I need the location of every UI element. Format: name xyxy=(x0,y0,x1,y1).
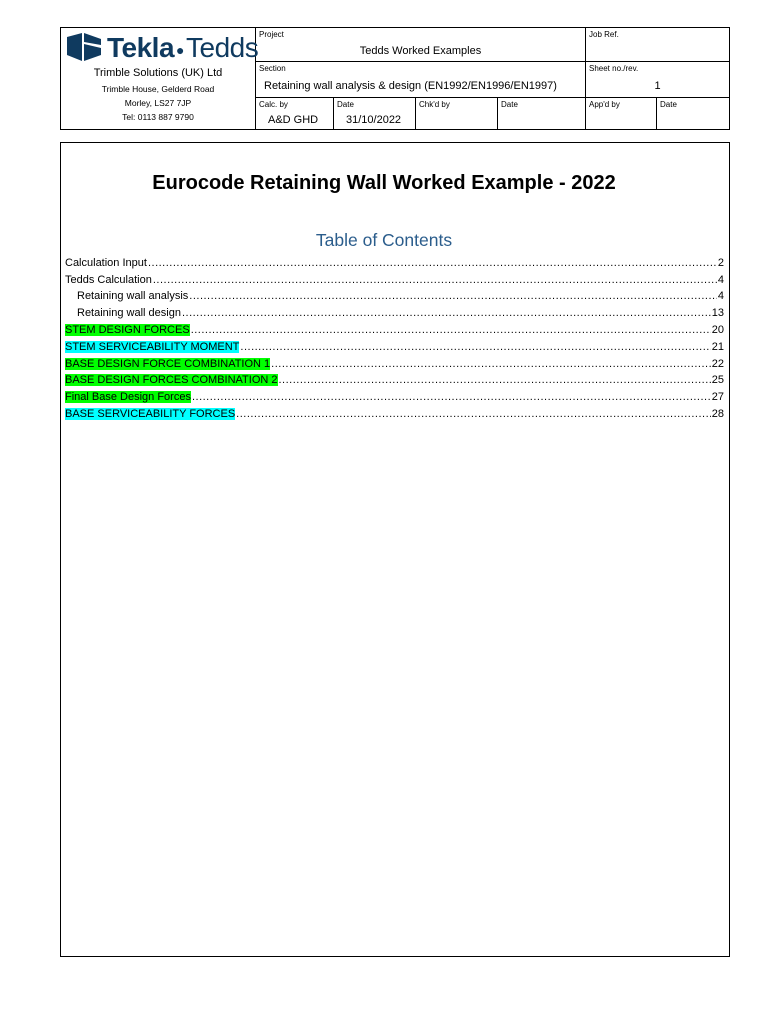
toc-entry-page: 4 xyxy=(717,290,724,303)
toc-entry[interactable] xyxy=(65,371,724,388)
logo-word-tekla: Tekla xyxy=(107,32,175,63)
toc-entry-title: BASE SERVICEABILITY FORCES xyxy=(65,407,236,420)
company-address-line1: Trimble House, Gelderd Road xyxy=(101,84,215,94)
toc-leader-dots xyxy=(192,391,711,404)
calc-by-value: A&D GHD xyxy=(268,114,319,126)
toc-entry[interactable] xyxy=(65,354,724,371)
toc-entry-page: 25 xyxy=(711,374,724,387)
company-telephone: Tel: 0113 887 9790 xyxy=(122,112,194,122)
tekla-logo-icon xyxy=(67,33,101,61)
toc-leader-dots xyxy=(271,358,711,371)
toc-entry-title: STEM DESIGN FORCES xyxy=(65,323,190,336)
toc-heading: Table of Contents xyxy=(315,230,453,250)
toc-entry-title: BASE DESIGN FORCES COMBINATION 2 xyxy=(65,374,278,387)
chkd-by-label: Chk'd by xyxy=(419,100,450,109)
calc-by-cell xyxy=(256,98,334,129)
logo-word-tedds: Tedds xyxy=(186,32,259,63)
table-of-contents xyxy=(65,253,724,421)
document-title: Eurocode Retaining Wall Worked Example - 2022 xyxy=(152,172,616,194)
date-cell-3 xyxy=(657,98,729,129)
toc-leader-dots xyxy=(148,257,717,270)
toc-entry[interactable] xyxy=(65,320,724,337)
toc-entry-title: Final Base Design Forces xyxy=(65,391,191,404)
toc-leader-dots xyxy=(153,274,717,287)
section-value: Retaining wall analysis & design (EN1992/EN1996/EN1997) xyxy=(264,80,557,92)
toc-entry-title: STEM SERVICEABILITY MOMENT xyxy=(65,340,240,353)
toc-entry-title: Retaining wall analysis xyxy=(77,290,189,303)
toc-entry-page: 28 xyxy=(711,407,724,420)
sheet-cell xyxy=(586,62,729,98)
toc-entry[interactable] xyxy=(65,270,724,287)
toc-entry-page: 27 xyxy=(711,391,724,404)
toc-entry-title: Calculation Input xyxy=(65,256,147,269)
toc-entry[interactable] xyxy=(65,337,724,354)
toc-entry-page: 20 xyxy=(711,323,724,336)
toc-entry[interactable] xyxy=(65,387,724,404)
date-label-2: Date xyxy=(501,100,518,109)
toc-entry[interactable] xyxy=(65,287,724,304)
toc-leader-dots xyxy=(191,324,711,337)
appd-by-label: App'd by xyxy=(589,100,620,109)
toc-entry-title: Retaining wall design xyxy=(77,307,181,320)
company-address-line2: Morley, LS27 7JP xyxy=(124,98,192,108)
toc-leader-dots xyxy=(189,290,717,303)
section-cell xyxy=(256,62,586,98)
job-ref-label: Job Ref. xyxy=(589,30,619,39)
calc-sheet-header xyxy=(60,27,730,130)
date-cell-1 xyxy=(334,98,416,129)
job-ref-cell xyxy=(586,28,729,62)
calc-by-label: Calc. by xyxy=(259,100,288,109)
toc-entry-page: 13 xyxy=(711,307,724,320)
chkd-by-cell xyxy=(416,98,498,129)
toc-entry[interactable] xyxy=(65,404,724,421)
project-cell xyxy=(256,28,586,62)
date-value-1: 31/10/2022 xyxy=(346,114,402,126)
project-value: Tedds Worked Examples xyxy=(359,45,482,57)
section-label: Section xyxy=(259,64,286,73)
toc-entry-title: BASE DESIGN FORCE COMBINATION 1 xyxy=(65,357,271,370)
toc-leader-dots xyxy=(182,307,711,320)
toc-entry-page: 22 xyxy=(711,357,724,370)
date-cell-2 xyxy=(498,98,586,129)
toc-entry-page: 2 xyxy=(717,256,724,269)
toc-entry[interactable] xyxy=(65,303,724,320)
sheet-value: 1 xyxy=(654,80,661,92)
toc-entry-page: 4 xyxy=(717,273,724,286)
toc-entry-title: Tedds Calculation xyxy=(65,273,152,286)
company-name: Trimble Solutions (UK) Ltd xyxy=(93,67,223,79)
tekla-tedds-logo: Tekla ●Tedds xyxy=(67,32,251,64)
appd-by-cell xyxy=(586,98,657,129)
toc-leader-dots xyxy=(236,408,711,421)
toc-leader-dots xyxy=(279,374,711,387)
date-label-3: Date xyxy=(660,100,677,109)
toc-leader-dots xyxy=(240,341,710,354)
sheet-label: Sheet no./rev. xyxy=(589,64,639,73)
date-label-1: Date xyxy=(337,100,354,109)
toc-entry-page: 21 xyxy=(711,340,724,353)
project-label: Project xyxy=(259,30,284,39)
company-block xyxy=(61,28,259,129)
toc-entry[interactable] xyxy=(65,253,724,270)
